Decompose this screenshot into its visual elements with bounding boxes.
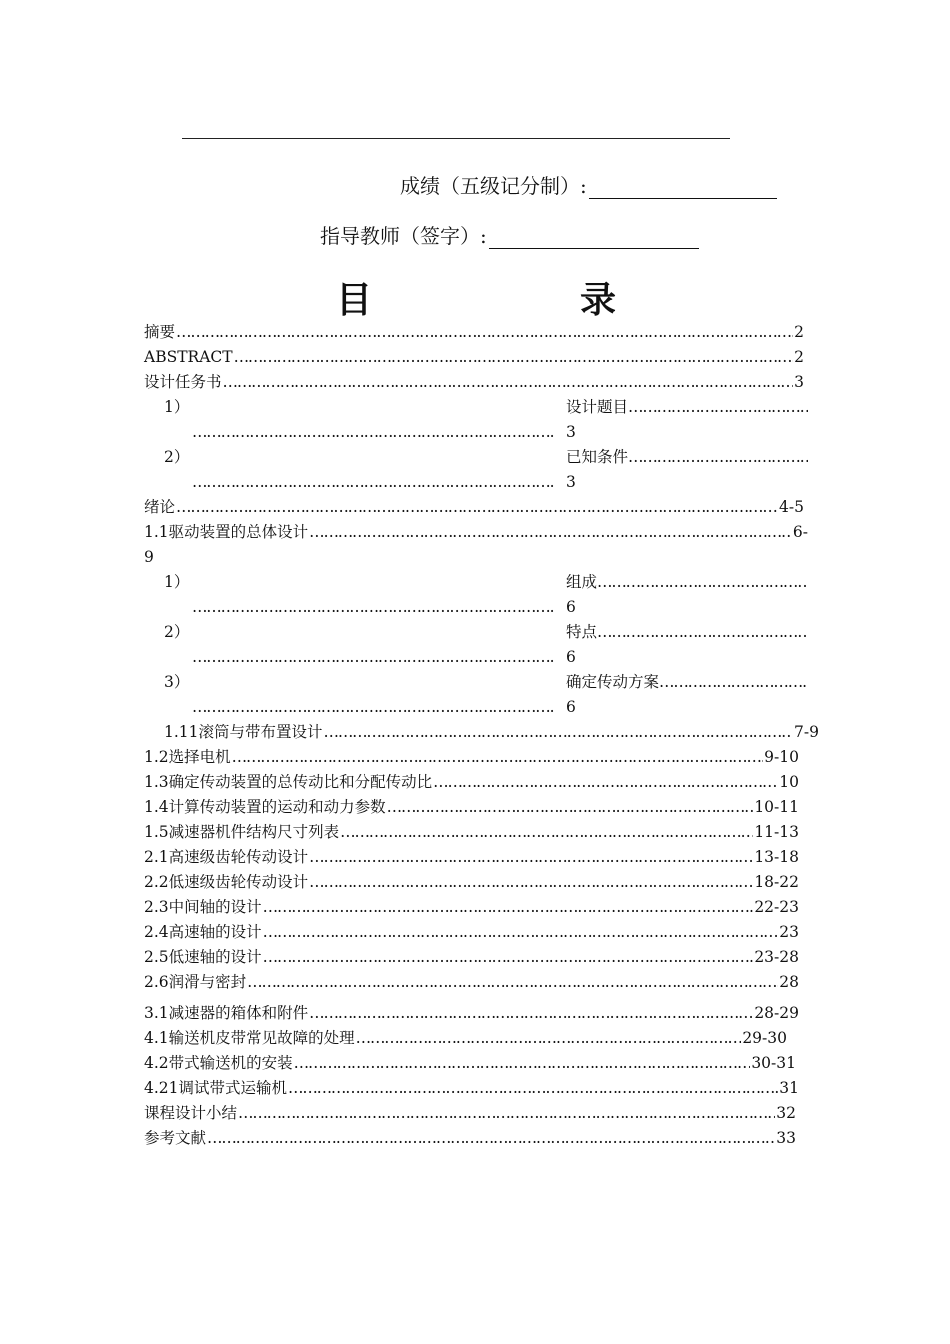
toc-entry[interactable]: 1.3确定传动装置的总传动比和分配传动比 …………………………………………………………………………………………………………………………………………………………………………………………………………… 10 [144, 770, 799, 795]
toc-page-wrap: 9 [144, 548, 154, 566]
toc-entry[interactable]: 2.5低速轴的设计 …………………………………………………………………………………………………………………………………………………………………………………………………………… 23-28 [144, 945, 799, 970]
toc-entry[interactable]: 1.5减速器机件结构尺寸列表 …………………………………………………………………………………………………………………………………………………………………………………………………………… 11-13 [144, 820, 799, 845]
advisor-label: 指导教师（签字）: [320, 224, 487, 248]
toc-entry[interactable]: 1.1驱动装置的总体设计 …………………………………………………………………………………………………………………………………………………………………………………………………………… 6- [144, 520, 808, 545]
toc-entry[interactable]: 1.4计算传动装置的运动和动力参数 …………………………………………………………………………………………………………………………………………………………………………………………………………… 10-11 [144, 795, 799, 820]
toc-entry[interactable]: 4.21调试带式运输机 …………………………………………………………………………………………………………………………………………………………………………………………………………… 31 [144, 1076, 799, 1101]
toc-entry[interactable]: 4.2带式输送机的安装 …………………………………………………………………………………………………………………………………………………………………………………………………………… 30-31 [144, 1051, 796, 1076]
table-of-contents [144, 320, 819, 1151]
toc-entry[interactable]: 2.2低速级齿轮传动设计 …………………………………………………………………………………………………………………………………………………………………………………………………………… 18-22 [144, 870, 799, 895]
toc-entry[interactable]: 课程设计小结 …………………………………………………………………………………………………………………………………………………………………………………………………………… 32 [144, 1101, 796, 1126]
toc-entry[interactable]: 3.1减速器的箱体和附件 …………………………………………………………………………………………………………………………………………………………………………………………………………… 28-29 [144, 1001, 799, 1026]
toc-entry[interactable]: 2.4高速轴的设计 …………………………………………………………………………………………………………………………………………………………………………………………………………… 23 [144, 920, 799, 945]
grade-label: 成绩（五级记分制）: [400, 174, 587, 198]
toc-entry[interactable]: 4.1输送机皮带常见故障的处理 …………………………………………………………………………………………………………………………………………………………………………………………………………… 29-30 [144, 1026, 787, 1051]
toc-entry[interactable]: 2.6润滑与密封 …………………………………………………………………………………………………………………………………………………………………………………………………………… 28 [144, 970, 799, 995]
toc-subentry[interactable]: 3） 确定传动方案 ………………………………………………………………………… ………………………………………………………………………………………………… 6 [144, 670, 808, 720]
toc-entry[interactable]: 参考文献 …………………………………………………………………………………………………………………………………………………………………………………………………………… 33 [144, 1126, 796, 1151]
toc-entry[interactable]: 2.1高速级齿轮传动设计 …………………………………………………………………………………………………………………………………………………………………………………………………………… 13-18 [144, 845, 799, 870]
toc-entry[interactable]: 1.2选择电机 …………………………………………………………………………………………………………………………………………………………………………………………………………… 9-10 [144, 745, 799, 770]
toc-entry[interactable]: 1.11滚筒与带布置设计 …………………………………………………………………………………………………………………………………………………………………………………………………………… 7-9 [164, 720, 819, 745]
grade-blank[interactable] [589, 176, 777, 199]
toc-entry[interactable]: 绪论 …………………………………………………………………………………………………………………………………………………………………………………………………………… 4-5 [144, 495, 804, 520]
toc-subentry[interactable]: 2） 已知条件 ………………………………………………………………………… ………………………………………………………………………………………………… 3 [144, 445, 808, 495]
toc-entry[interactable]: 摘要 …………………………………………………………………………………………………………………………………………………………………………………………………………… 2 [144, 320, 804, 345]
advisor-line [320, 220, 699, 249]
grade-line [400, 170, 777, 199]
toc-subentry[interactable]: 1） 设计题目 ………………………………………………………………………… ………………………………………………………………………………………………… 3 [144, 395, 808, 445]
toc-title-left: 目 [336, 279, 373, 321]
top-rule [182, 138, 730, 139]
toc-subentry[interactable]: 1） 组成 ………………………………………………………………………… ………………………………………………………………………………………………… 6 [144, 570, 808, 620]
toc-title-right: 录 [580, 279, 617, 321]
advisor-signature-blank[interactable] [489, 226, 699, 249]
toc-entry[interactable]: 2.3中间轴的设计 …………………………………………………………………………………………………………………………………………………………………………………………………………… 22-23 [144, 895, 799, 920]
toc-entry[interactable]: 设计任务书 …………………………………………………………………………………………………………………………………………………………………………………………………………… 3 [144, 370, 804, 395]
toc-entry[interactable]: ABSTRACT …………………………………………………………………………………………………………………………………………………………………………………………………………… 2 [144, 345, 804, 370]
toc-subentry[interactable]: 2） 特点 ………………………………………………………………………… ………………………………………………………………………………………………… 6 [144, 620, 808, 670]
